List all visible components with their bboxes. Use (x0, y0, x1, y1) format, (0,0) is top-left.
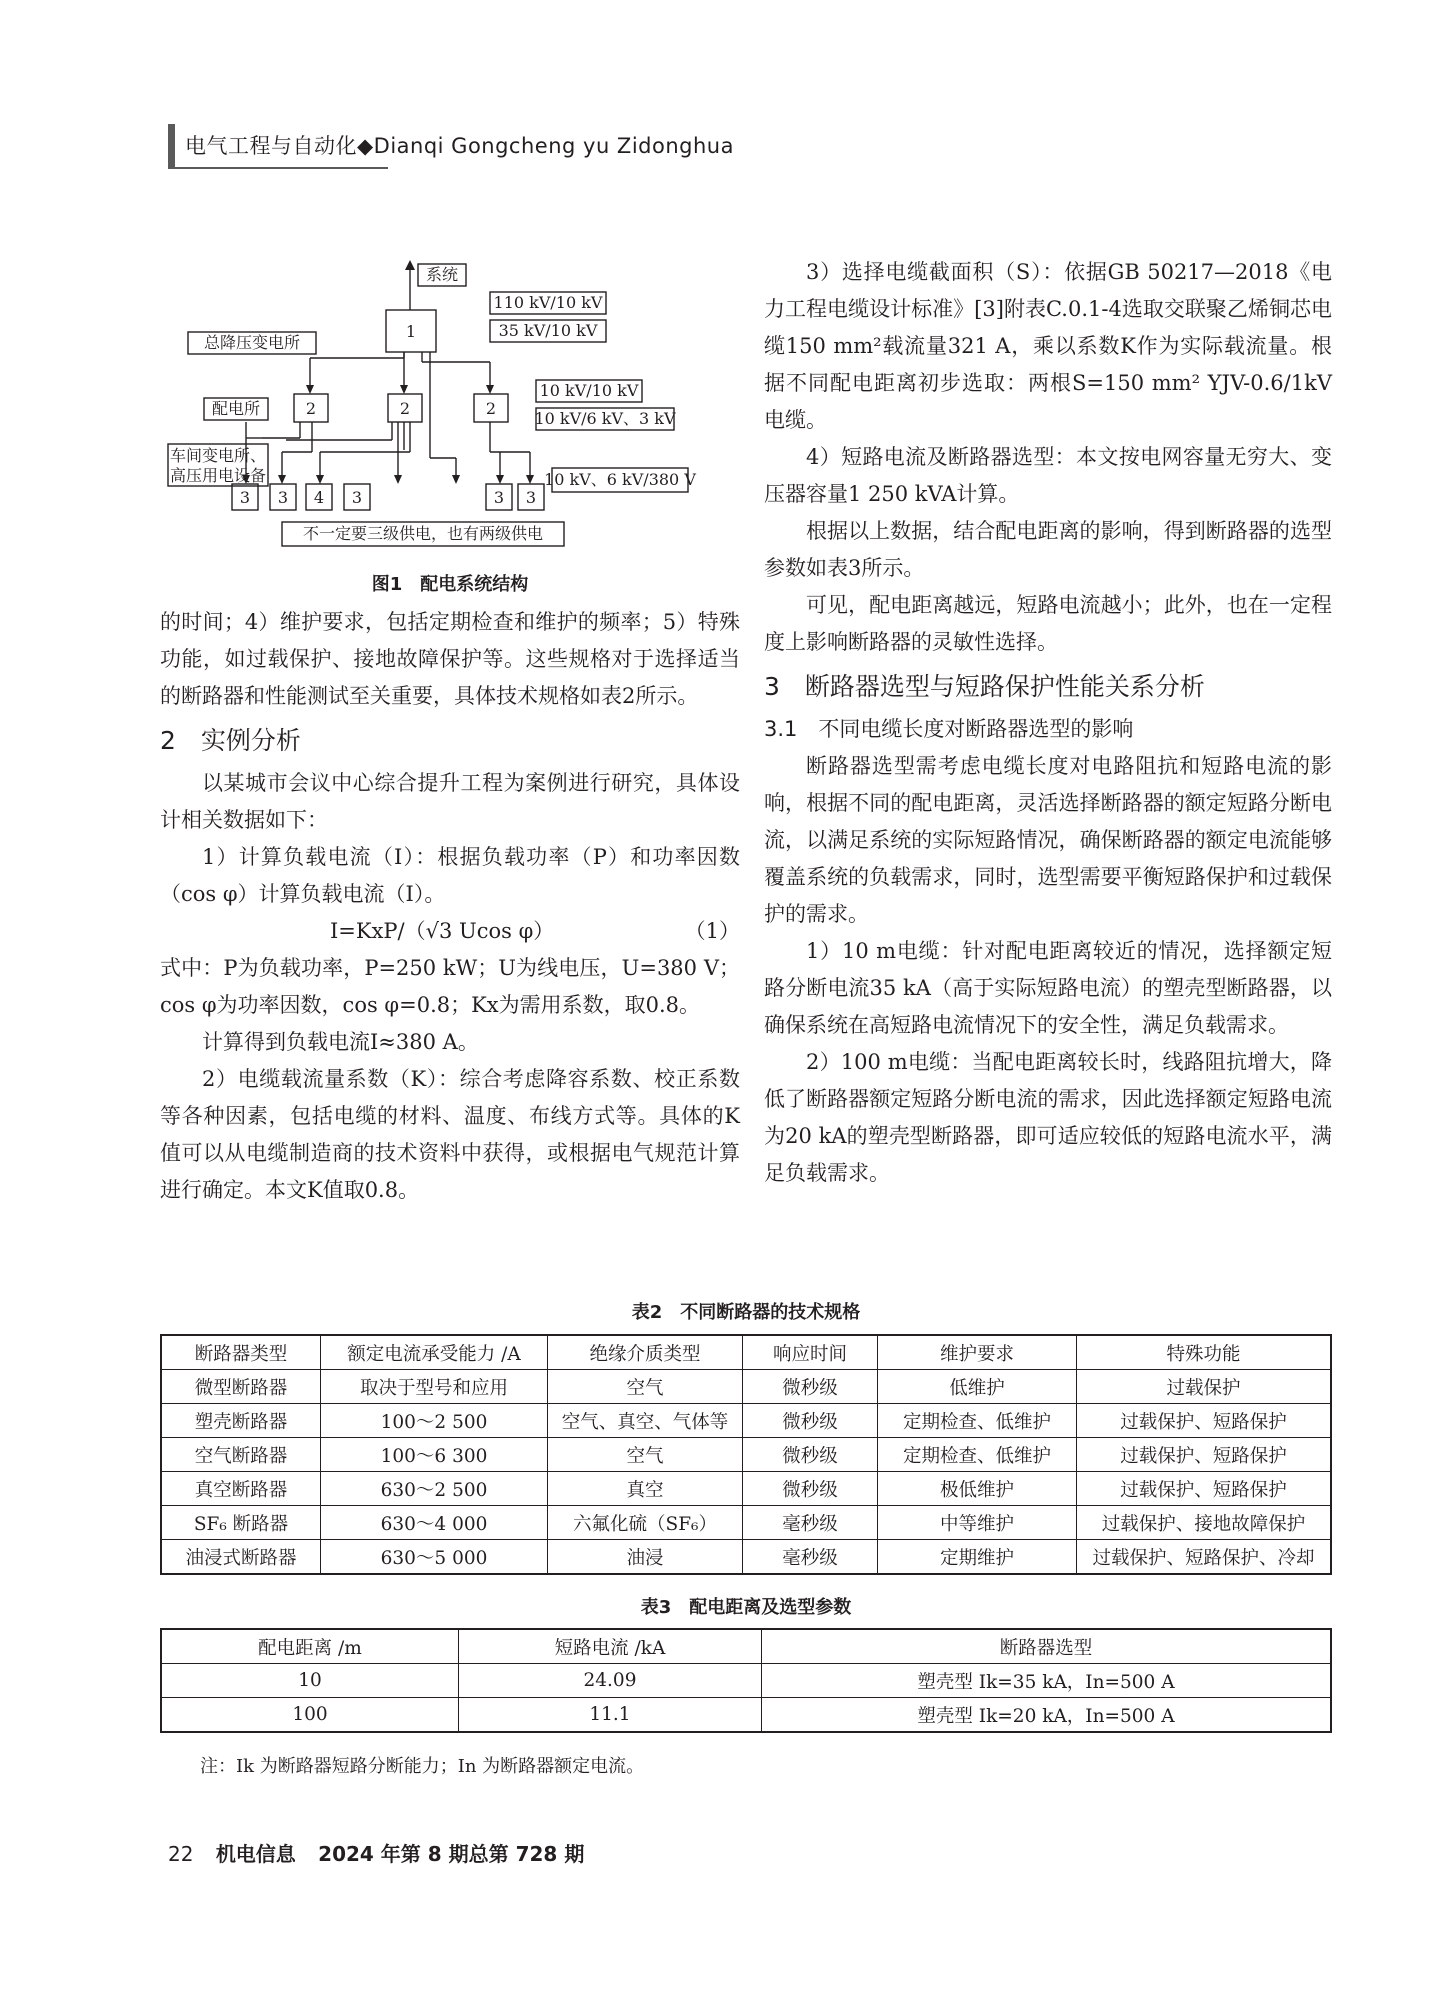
fig-node-3e: 3 (525, 488, 537, 507)
table-cell: 毫秒级 (743, 1506, 878, 1540)
fig-label-substation: 总降压变电所 (203, 333, 301, 352)
table-cell: 微秒级 (743, 1438, 878, 1472)
table-cell: 塑壳型 Ik=35 kA，In=500 A (762, 1664, 1332, 1698)
table3 (160, 1628, 1332, 1733)
header-bar (168, 124, 175, 168)
equation-1 (160, 913, 740, 950)
table-cell: 过载保护 (1077, 1370, 1332, 1404)
table-cell: 真空断路器 (161, 1472, 321, 1506)
fig-label-system: 系统 (425, 265, 459, 284)
right-p5: 断路器选型需考虑电缆长度对电路阻抗和短路电流的影响，根据不同的配电距离，灵活选择断路器的额定短路分断电流，以满足系统的实际短路情况，确保断路器的额定电流能够覆盖系统的负载需求，同时，选型需要平衡短路保护和过载保护的需求。 (764, 754, 1332, 926)
table-row (161, 1404, 1331, 1438)
table3-note: 注：Ik 为断路器短路分断能力；In 为断路器额定电流。 (200, 1756, 645, 1777)
table-header-cell: 维护要求 (878, 1335, 1077, 1370)
section-3-1-heading: 3.1 不同电缆长度对断路器选型的影响 (764, 717, 1134, 741)
table-row (161, 1506, 1331, 1540)
section-3-heading: 3 断路器选型与短路保护性能关系分析 (764, 672, 1205, 701)
left-p5: 计算得到负载电流I≈380 A。 (202, 1030, 479, 1054)
equation-body: I=KxP/（√3 Ucos φ） (330, 919, 555, 943)
table3-caption: 表3 配电距离及选型参数 (640, 1597, 852, 1618)
section-2-heading: 2 实例分析 (160, 726, 301, 755)
fig-node-3c: 3 (351, 488, 363, 507)
table-header-cell: 响应时间 (743, 1335, 878, 1370)
fig-node-1: 1 (405, 322, 417, 341)
table-header-cell: 特殊功能 (1077, 1335, 1332, 1370)
right-p6: 1）10 m电缆：针对配电距离较近的情况，选择额定短路分断电流35 kA（高于实际短路电流）的塑壳型断路器，以确保系统在高短路电流情况下的安全性，满足负载需求。 (764, 939, 1332, 1037)
page-number: 22 (168, 1842, 194, 1866)
table-cell: 空气断路器 (161, 1438, 321, 1472)
right-p2: 4）短路电流及断路器选型：本文按电网容量无穷大、变压器容量1 250 kVA计算。 (764, 445, 1332, 506)
table-header-cell: 额定电流承受能力 /A (321, 1335, 548, 1370)
table-cell: 过载保护、短路保护 (1077, 1438, 1332, 1472)
fig-label-note: 不一定要三级供电，也有两级供电 (302, 524, 544, 543)
journal-header: 电气工程与自动化◆Dianqi Gongcheng yu Zidonghua (185, 134, 734, 158)
left-p4: 式中：P为负载功率，P=250 kW；U为线电压，U=380 V；cos φ为功率因数，cos φ=0.8；Kx为需用系数，取0.8。 (160, 956, 740, 1017)
table-row (161, 1540, 1331, 1575)
table-cell: 微秒级 (743, 1370, 878, 1404)
table-cell: 塑壳型 Ik=20 kA，In=500 A (762, 1698, 1332, 1733)
right-p1: 3）选择电缆截面积（S）：依据GB 50217—2018《电力工程电缆设计标准》[3]附表C.0.1-4选取交联聚乙烯铜芯电缆150 mm²载流量321 A，乘以系数K作为实际载流量。根据不同配电距离初步选取：两根S=150 mm² YJV-0.6/1kV电缆。 (764, 260, 1332, 432)
table-cell: 极低维护 (878, 1472, 1077, 1506)
table-header-cell: 断路器选型 (762, 1629, 1332, 1664)
footer-journal: 机电信息 (215, 1842, 296, 1866)
table-cell: SF₆ 断路器 (161, 1506, 321, 1540)
table-cell: 微型断路器 (161, 1370, 321, 1404)
fig-node-3a: 3 (239, 488, 251, 507)
fig-node-3d: 3 (493, 488, 505, 507)
table-cell: 低维护 (878, 1370, 1077, 1404)
fig-node-2b: 2 (399, 399, 411, 418)
table-cell: 630～5 000 (321, 1540, 548, 1575)
table-cell: 空气 (548, 1370, 743, 1404)
table-cell: 630～4 000 (321, 1506, 548, 1540)
table-cell: 中等维护 (878, 1506, 1077, 1540)
table-header-cell: 断路器类型 (161, 1335, 321, 1370)
table-row (161, 1370, 1331, 1404)
figure1-caption: 图1 配电系统结构 (371, 574, 529, 595)
table-row (161, 1698, 1331, 1733)
table2-caption: 表2 不同断路器的技术规格 (631, 1302, 861, 1323)
left-p1: 的时间；4）维护要求，包括定期检查和维护的频率；5）特殊功能，如过载保护、接地故障保护等。这些规格对于选择适当的断路器和性能测试至关重要，具体技术规格如表2所示。 (160, 610, 740, 708)
table-cell: 630～2 500 (321, 1472, 548, 1506)
figure1-diagram (160, 258, 740, 558)
table-cell: 100～6 300 (321, 1438, 548, 1472)
left-column (160, 604, 740, 1209)
table-row (161, 1438, 1331, 1472)
table-cell: 11.1 (459, 1698, 762, 1733)
table-cell: 塑壳断路器 (161, 1404, 321, 1438)
table-cell: 100～2 500 (321, 1404, 548, 1438)
table-cell: 油浸式断路器 (161, 1540, 321, 1575)
fig-label-380v: 10 kV、6 kV/380 V (544, 470, 696, 489)
table-row (161, 1664, 1331, 1698)
table-cell: 过载保护、短路保护、冷却 (1077, 1540, 1332, 1575)
table-cell: 微秒级 (743, 1472, 878, 1506)
table-cell: 过载保护、短路保护 (1077, 1404, 1332, 1438)
table-header-cell: 配电距离 /m (161, 1629, 459, 1664)
fig-label-distribution: 配电所 (211, 399, 261, 418)
table-cell: 空气、真空、气体等 (548, 1404, 743, 1438)
page-footer (168, 1838, 584, 1867)
equation-number: （1） (684, 919, 740, 943)
table-cell: 真空 (548, 1472, 743, 1506)
table-row (161, 1472, 1331, 1506)
fig-label-110kv: 110 kV/10 kV (493, 293, 603, 312)
table-cell: 取决于型号和应用 (321, 1370, 548, 1404)
table-cell: 24.09 (459, 1664, 762, 1698)
right-p4: 可见，配电距离越远，短路电流越小；此外，也在一定程度上影响断路器的灵敏性选择。 (764, 593, 1332, 654)
fig-label-workshop-1: 车间变电所、 (169, 446, 267, 465)
header-rule (168, 167, 388, 169)
fig-node-4: 4 (313, 488, 325, 507)
fig-label-6kv: 10 kV/6 kV、3 kV (534, 409, 676, 428)
table-cell: 毫秒级 (743, 1540, 878, 1575)
right-p3: 根据以上数据，结合配电距离的影响，得到断路器的选型参数如表3所示。 (764, 519, 1332, 580)
table-cell: 空气 (548, 1438, 743, 1472)
fig-node-2c: 2 (485, 399, 497, 418)
table-cell: 100 (161, 1698, 459, 1733)
left-p2: 以某城市会议中心综合提升工程为案例进行研究，具体设计相关数据如下： (160, 771, 740, 832)
fig-label-35kv: 35 kV/10 kV (498, 321, 598, 340)
table-cell: 微秒级 (743, 1404, 878, 1438)
table-cell: 定期检查、低维护 (878, 1404, 1077, 1438)
right-p7: 2）100 m电缆：当配电距离较长时，线路阻抗增大，降低了断路器额定短路分断电流的需求，因此选择额定短路电流为20 kA的塑壳型断路器，即可适应较低的短路电流水平，满足负载需求。 (764, 1050, 1332, 1185)
fig-label-workshop-2: 高压用电设备 (169, 466, 267, 485)
fig-label-10kv: 10 kV/10 kV (539, 381, 639, 400)
table-cell: 油浸 (548, 1540, 743, 1575)
fig-node-3b: 3 (277, 488, 289, 507)
left-p3: 1）计算负载电流（I）：根据负载功率（P）和功率因数（cos φ）计算负载电流（I）。 (160, 845, 740, 906)
table-cell: 过载保护、短路保护 (1077, 1472, 1332, 1506)
table-header-row (161, 1629, 1331, 1664)
table-cell: 定期检查、低维护 (878, 1438, 1077, 1472)
table-header-row (161, 1335, 1331, 1370)
fig-node-2a: 2 (305, 399, 317, 418)
table-header-cell: 短路电流 /kA (459, 1629, 762, 1664)
table2 (160, 1334, 1332, 1575)
right-column (764, 254, 1332, 1192)
table-cell: 10 (161, 1664, 459, 1698)
table-cell: 六氟化硫（SF₆） (548, 1506, 743, 1540)
table-header-cell: 绝缘介质类型 (548, 1335, 743, 1370)
table-cell: 定期维护 (878, 1540, 1077, 1575)
left-p6: 2）电缆载流量系数（K）：综合考虑降容系数、校正系数等各种因素，包括电缆的材料、温度、布线方式等。具体的K值可以从电缆制造商的技术资料中获得，或根据电气规范计算进行确定。本文K值取0.8。 (160, 1067, 740, 1202)
footer-issue: 2024 年第 8 期总第 728 期 (318, 1842, 585, 1866)
table-cell: 过载保护、接地故障保护 (1077, 1506, 1332, 1540)
